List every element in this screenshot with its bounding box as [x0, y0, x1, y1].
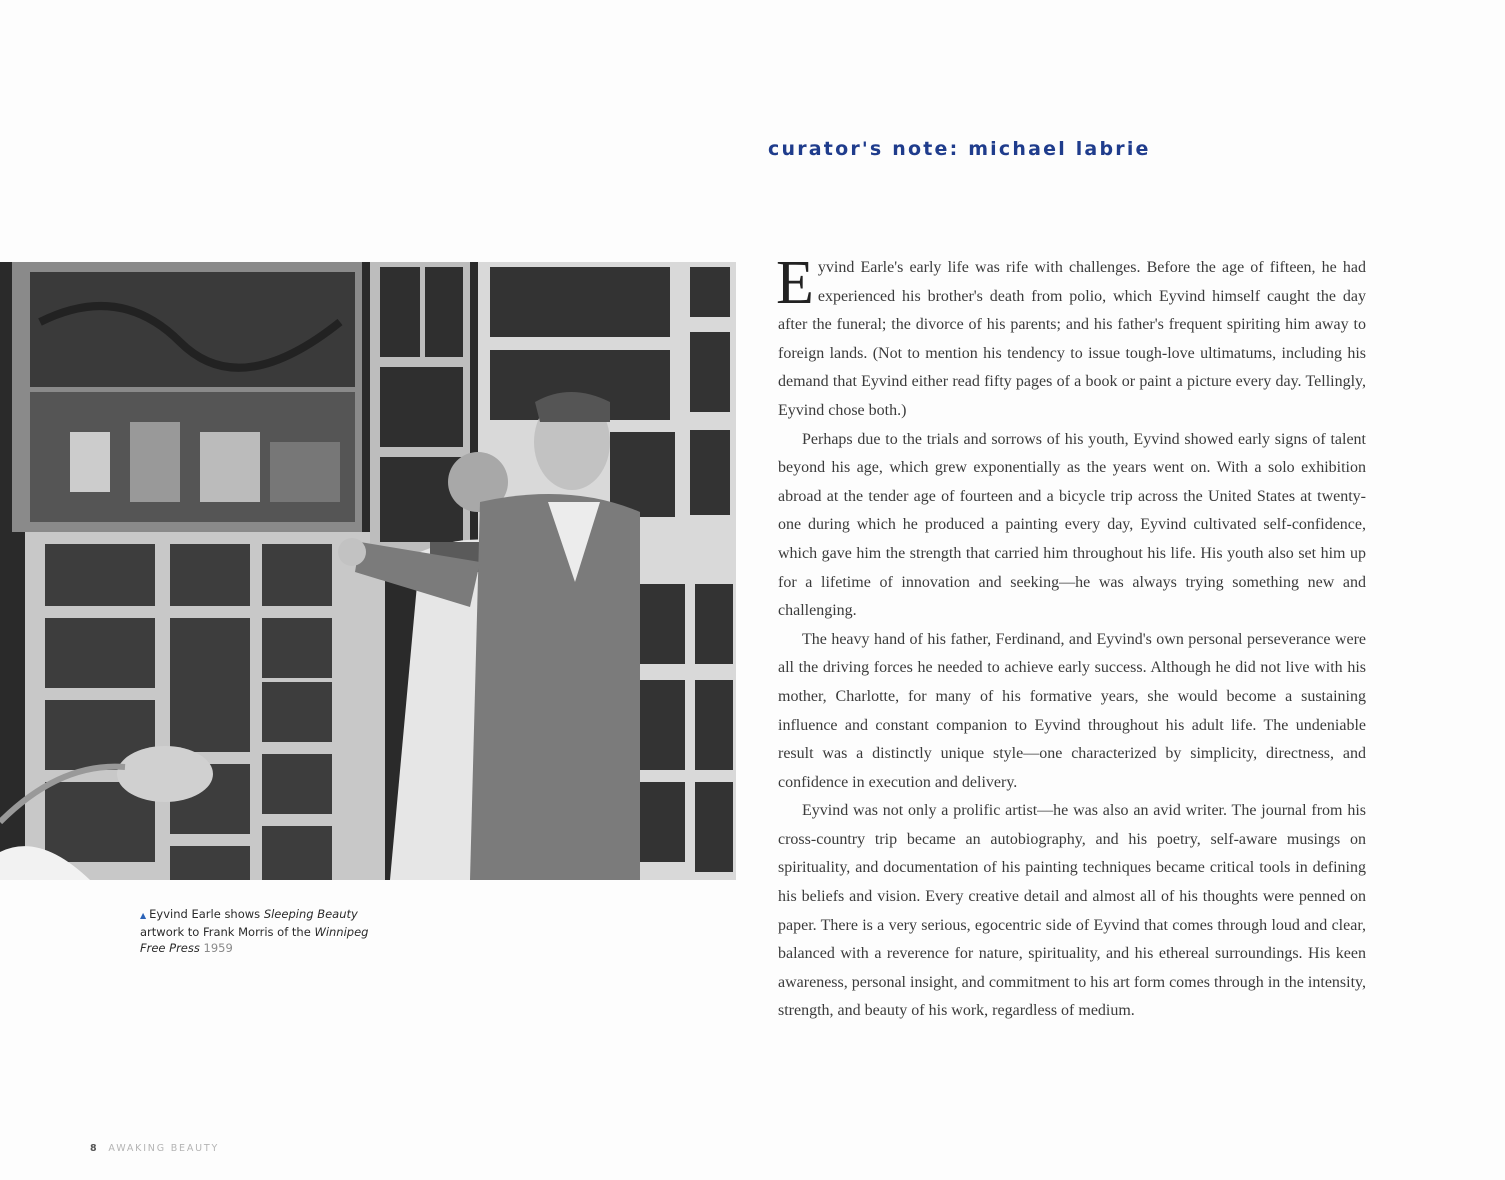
- paragraph-2: Perhaps due to the trials and sorrows of his youth, Eyvind showed early signs of talent beyond his age, which grew exponentially as the years went on. With a solo exhibition abroad at the tender age of fourteen and a bicycle trip across the United States at twenty-one during which he produced a painting every day, Eyvind cultivated self-confidence, which gave him the strength that carried him throughout his life. His youth also set him up for a lifetime of innovation and seeking—he was always trying something new and challenging.: [778, 430, 1366, 620]
- page-number: 8: [90, 1143, 99, 1154]
- photo-caption: [140, 906, 380, 956]
- paragraph-1: [776, 249, 1366, 426]
- book-title: AWAKING BEAUTY: [108, 1143, 220, 1154]
- caption-text: Eyvind Earle shows: [149, 907, 264, 921]
- drop-cap: E: [776, 249, 814, 317]
- section-heading: curator's note: michael labrie: [768, 138, 1151, 160]
- paragraph-3: The heavy hand of his father, Ferdinand, and Eyvind's own personal perseverance were all the driving forces he needed to achieve early success. Although he did not live with his mother, Charlotte, for many of his formative years, she would become a sustaining influence and constant companion to Eyvind throughout his adult life. The undeniable result was a distinctly unique style—one characterized by simplicity, directness, and confidence in execution and delivery.: [778, 630, 1366, 791]
- archival-photo: [0, 262, 736, 880]
- body-text: [776, 249, 1366, 1026]
- caption-marker-icon: ▲: [140, 911, 147, 920]
- paragraph-1-text: yvind Earle's early life was rife with challenges. Before the age of fifteen, he had experienced his brother's death from polio, which Eyvind himself caught the day after the funeral; the divorce of his parents; and his father's frequent spiriting him away to foreign lands. (Not to mention his tendency to issue tough-love ultimatums, including his demand that Eyvind either read fifty pages of a book or paint a picture every day. Tellingly, Eyvind chose both.): [778, 259, 1366, 419]
- caption-year: 1959: [199, 941, 233, 955]
- caption-newspaper-title: Winnipeg Free Press: [140, 925, 369, 955]
- photo-illustration: [0, 262, 736, 880]
- caption-text-2: artwork to Frank Morris of the: [140, 925, 315, 939]
- page-footer: [90, 1143, 219, 1154]
- caption-film-title: Sleeping Beauty: [263, 907, 358, 921]
- paragraph-4: Eyvind was not only a prolific artist—he was also an avid writer. The journal from his cross-country trip became an autobiography, and his poetry, self-aware musings on spirituality, and documentation of his painting techniques became critical tools in defining his beliefs and vision. Every creative detail and almost all of his thoughts were penned on paper. There is a very serious, egocentric side of Eyvind that comes through loud and clear, balanced with a reverence for nature, spirituality, and his ethereal surroundings. His keen awareness, personal insight, and commitment to his art form comes through in the intensity, strength, and beauty of his work, regardless of medium.: [778, 802, 1366, 1020]
